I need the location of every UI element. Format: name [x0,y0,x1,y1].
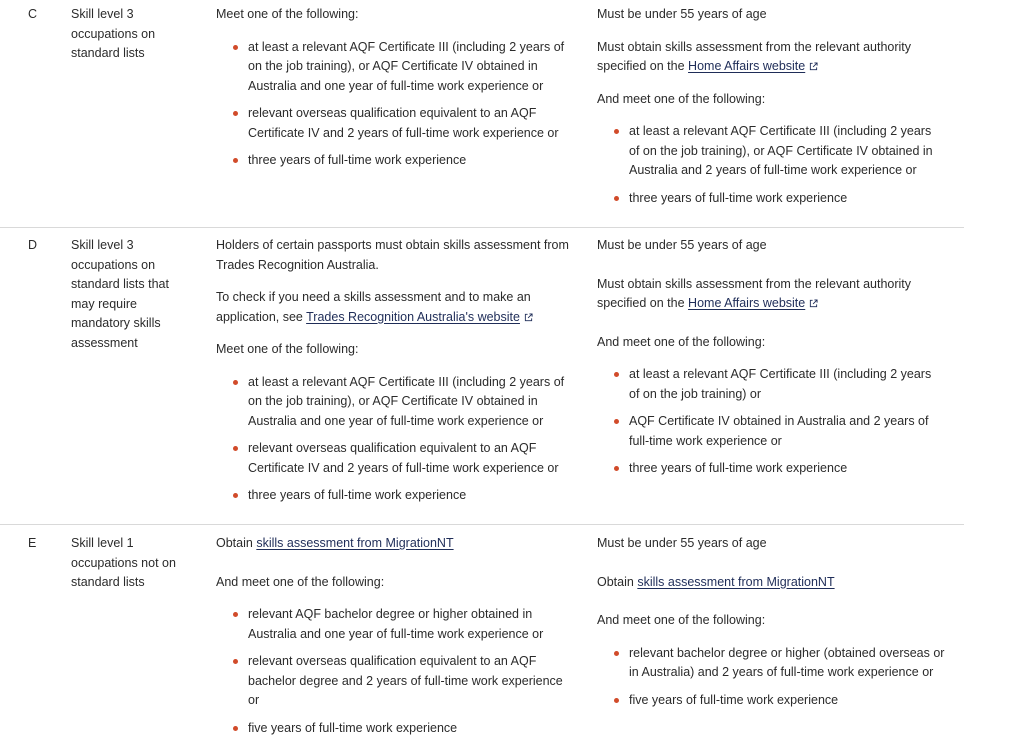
bullet-list [216,373,584,506]
skill-level-line: Skill level 3 [71,238,134,252]
list-item: five years of full-time work experience [597,691,959,711]
requirements-col-1 [216,534,584,738]
list-item: three years of full-time work experience [597,189,959,209]
list-item: at least a relevant AQF Certificate III (including 2 years of on the job training), or AQF Certificate IV obtained in Australia and one year of full-time work experience or [216,38,584,97]
list-item: five years of full-time work experience [216,719,584,739]
requirements-col-2 [597,5,959,208]
skill-level-line: Skill level 1 [71,536,134,550]
table-row [0,0,964,228]
row-letter: C [28,7,38,21]
requirements-col-1 [216,236,584,506]
list-item: three years of full-time work experience [597,459,959,479]
skill-level-cell [71,5,189,64]
bullet-list [597,122,959,208]
skill-level-line: occupations not on [71,555,176,570]
age-requirement: Must be under 55 years of age [597,7,767,21]
requirements-col-2 [597,236,959,479]
trades-recognition-link[interactable]: Trades Recognition Australia's website [306,309,520,324]
list-item: relevant overseas qualification equivalent to an AQF bachelor degree and 2 years of full-time work experience or [216,652,584,711]
home-affairs-link[interactable]: Home Affairs website [688,296,806,310]
age-requirement: Must be under 55 years of age [597,238,767,252]
skill-level-line: occupations on [71,26,156,41]
table-row [0,524,964,739]
bullet-list [216,605,584,738]
skill-level-line: mandatory skills [71,316,161,330]
table-row [0,227,964,525]
list-item: at least a relevant AQF Certificate III (including 2 years of on the job training), or AQF Certificate IV obtained in Australia and 2 years of full-time work experience or [597,122,959,181]
skill-level-line: standard lists [71,575,145,589]
bullet-list [216,38,584,171]
row-letter: E [28,536,37,550]
obtain-text: Obtain skills assessment from MigrationNT [597,574,835,589]
and-meet-text: And meet one of the following: [597,91,766,106]
list-item: AQF Certificate IV obtained in Australia and 2 years of full-time work experience or [597,412,959,451]
skill-level-line: standard lists that [71,277,169,291]
list-item: at least a relevant AQF Certificate III (including 2 years of on the job training) or [597,365,959,404]
list-item: three years of full-time work experience [216,151,584,171]
intro-text: Meet one of the following: [216,342,359,356]
requirements-col-1 [216,5,584,171]
and-meet-text: And meet one of the following: [597,613,766,627]
assessment-text: Must obtain skills assessment from the relevant authority specified on the Home Affairs website [597,39,912,73]
external-link-icon [809,299,818,308]
assessment-text: Must obtain skills assessment from the relevant authority specified on the Home Affairs website [597,276,912,310]
list-item: relevant AQF bachelor degree or higher obtained in Australia and one year of full-time work experience or [216,605,584,644]
list-item: relevant bachelor degree or higher (obtained overseas or in Australia) and 2 years of full-time work experience or [597,644,959,683]
list-item: relevant overseas qualification equivalent to an AQF Certificate IV and 2 years of full-time work experience or [216,439,584,478]
home-affairs-link[interactable]: Home Affairs website [688,59,806,73]
skill-level-cell [71,236,189,353]
list-item: at least a relevant AQF Certificate III (including 2 years of on the job training), or AQF Certificate IV obtained in Australia and one year of full-time work experience or [216,373,584,432]
skill-level-line: may require [71,296,137,311]
external-link-icon [809,62,818,71]
age-requirement: Must be under 55 years of age [597,536,767,550]
list-item: relevant overseas qualification equivalent to an AQF Certificate IV and 2 years of full-time work experience or [216,104,584,143]
obtain-text: Obtain skills assessment from MigrationNT [216,536,454,550]
bullet-list [597,365,959,479]
passport-text: Holders of certain passports must obtain skills assessment from Trades Recognition Australia. [216,238,569,272]
intro-text: And meet one of the following: [216,574,385,589]
migrationnt-link[interactable]: skills assessment from MigrationNT [637,574,835,589]
skill-level-line: assessment [71,335,138,350]
intro-text: Meet one of the following: [216,7,359,21]
migrationnt-link[interactable]: skills assessment from MigrationNT [256,536,454,550]
skill-level-line: standard lists [71,46,145,60]
check-text: To check if you need a skills assessment and to make an application, see Trades Recognition Australia's website [216,288,584,327]
bullet-list [597,644,959,711]
and-meet-text: And meet one of the following: [597,334,766,349]
row-letter: D [28,238,38,252]
skill-level-line: occupations on [71,257,156,272]
skill-level-cell [71,534,189,593]
skill-level-line: Skill level 3 [71,7,134,21]
external-link-icon [524,313,533,322]
list-item: three years of full-time work experience [216,486,584,506]
requirements-col-2 [597,534,959,710]
